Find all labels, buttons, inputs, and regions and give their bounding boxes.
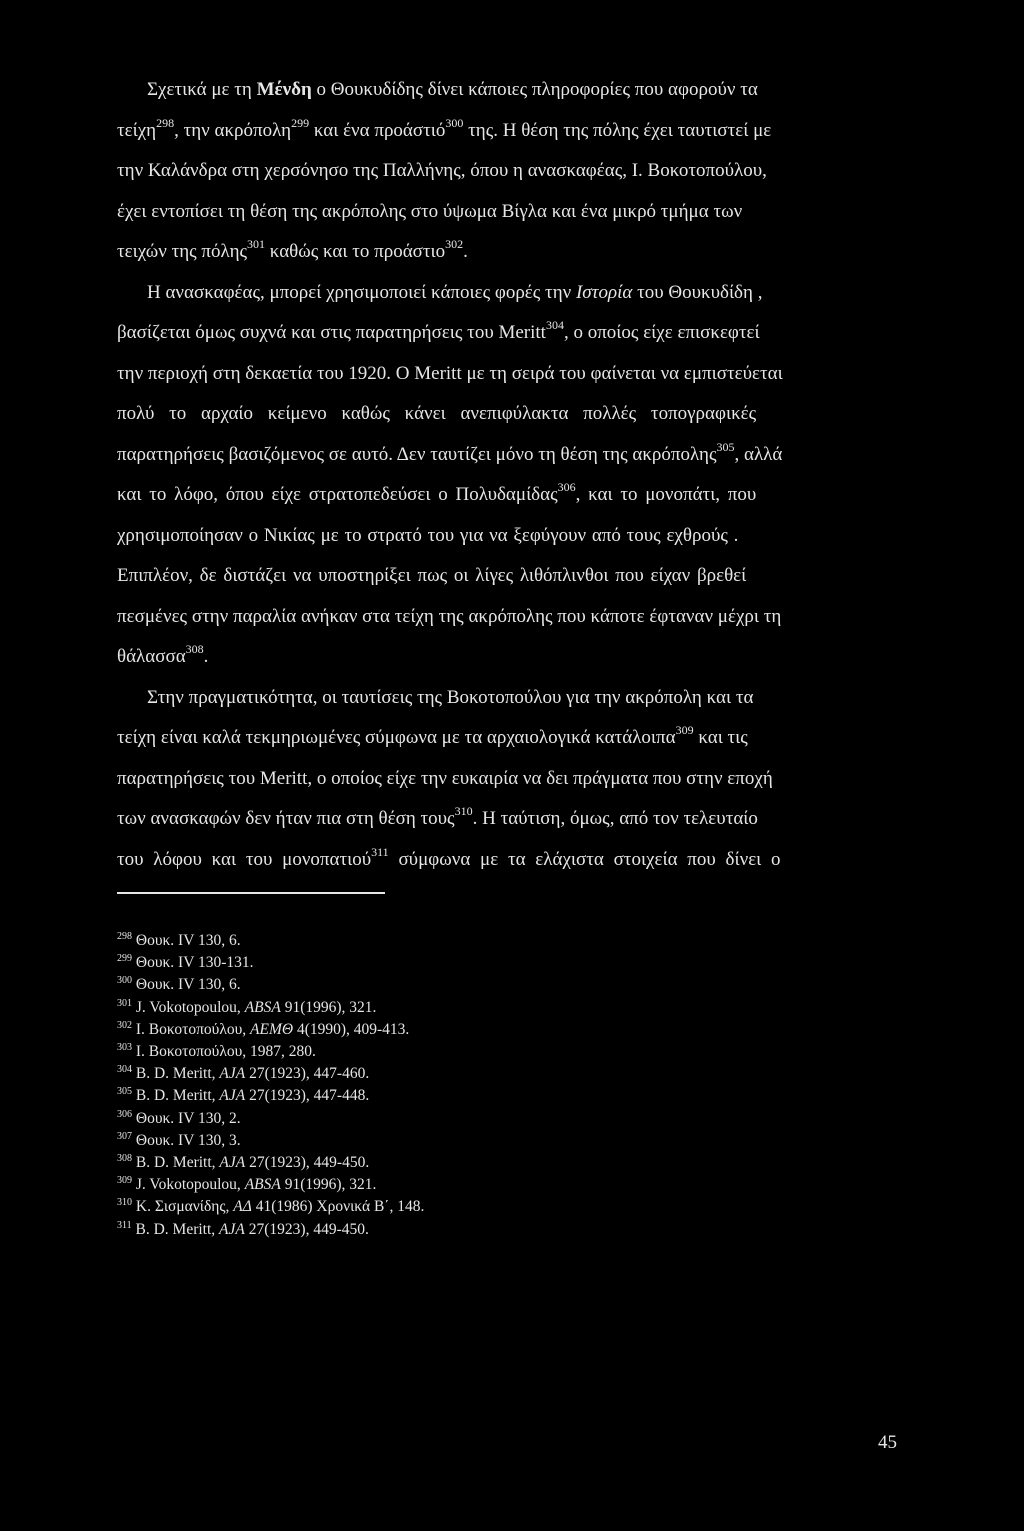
text-line: του λόφου και του μονοπατιού$^{311}$ σύμφωνα με τα ελάχιστα στοιχεία που δίνει ο <box>117 844 781 870</box>
footnote-text: Κ. Σισμανίδης, <box>135 1198 234 1216</box>
footnote-text-rest: 91(1996), 321. <box>280 1176 377 1194</box>
footnote <box>117 998 717 1018</box>
footnote-number: 304 <box>117 1064 132 1076</box>
footnote-text: Θουκ. IV 130, 6. <box>135 976 241 994</box>
page-number: 45 <box>878 1432 897 1453</box>
footnote-text: Θουκ. IV 130, 6. <box>135 932 241 949</box>
footnote-text: B. D. Meritt, <box>135 1065 220 1083</box>
text-line: Επιπλέον, δε διστάζει να υποστηρίξει πως οι λίγες λιθόπλινθοι που είχαν βρεθεί <box>117 565 747 586</box>
footnote <box>117 1086 717 1106</box>
footnote-separator <box>117 892 385 894</box>
footnote <box>117 931 717 951</box>
text-line: τείχη είναι καλά τεκμηριωμένες σύμφωνα με τα αρχαιολογικά κατάλοιπα$^{309}$ και τις <box>117 723 748 748</box>
footnote-text-rest: 27(1923), 449-450. <box>245 1154 370 1171</box>
footnote <box>117 1220 717 1240</box>
footnote-text: Θουκ. IV 130-131. <box>135 954 254 972</box>
text-line: πολύ το αρχαίο κείμενο καθώς κάνει ανεπιφύλακτα πολλές τοπογραφικές <box>117 403 757 424</box>
text-line: των ανασκαφών δεν ήταν πια στη θέση τους$^{310}$. Η ταύτιση, όμως, από τον τελευταίο <box>117 804 758 829</box>
text-line: βασίζεται όμως συχνά και στις παρατηρήσεις του Meritt$^{304}$, ο οποίος είχε επισκεφτεί <box>117 318 760 343</box>
footnote-number: 310 <box>117 1197 132 1209</box>
footnote <box>117 1020 717 1040</box>
footnote-text: B. D. Meritt, <box>135 1220 220 1238</box>
footnote-number: 311 <box>117 1219 132 1231</box>
footnote-number: 308 <box>117 1153 132 1164</box>
text-line: Στην πραγματικότητα, οι ταυτίσεις της Βοκοτοπούλου για την ακρόπολη και τα <box>147 686 754 708</box>
text-line: την Καλάνδρα στη χερσόνησο της Παλλήνης, όπου η ανασκαφέας, Ι. Βοκοτοπούλου, <box>117 160 767 181</box>
footnote-number: 302 <box>117 1019 132 1031</box>
text-line: πεσμένες στην παραλία ανήκαν στα τείχη της ακρόπολης που κάποτε έφταναν μέχρι τη <box>117 605 782 627</box>
main-text <box>117 70 905 880</box>
footnote-number: 300 <box>117 975 132 987</box>
text-line: χρησιμοποίησαν ο Νικίας με το στρατό του για να ξεφύγουν από τους εχθρούς . <box>117 524 739 546</box>
footnote-title: AJA <box>219 1220 245 1238</box>
footnote-title: ΑΕΜΘ <box>250 1020 294 1038</box>
footnote-number: 305 <box>117 1086 132 1098</box>
footnote-text-rest: 27(1923), 447-460. <box>245 1065 370 1083</box>
footnote-text: J. Vokotopoulou, <box>135 998 245 1016</box>
footnote-title: ΑΔ <box>233 1198 252 1216</box>
footnote <box>117 1175 717 1195</box>
footnote <box>117 1109 717 1129</box>
footnote <box>117 953 717 973</box>
footnote-text: Θουκ. IV 130, 3. <box>135 1131 241 1149</box>
text-line: τειχών της πόλης$^{301}$ καθώς και το προάστιο$^{302}$. <box>117 237 468 262</box>
text-line: έχει εντοπίσει τη θέση της ακρόπολης στο ύψωμα Βίγλα και ένα μικρό τμήμα των <box>117 200 743 222</box>
text-line: θάλασσα$^{308}$. <box>117 642 209 667</box>
text-line: Η ανασκαφέας, μπορεί χρησιμοποιεί κάποιες φορές την Ιστορία του Θουκυδίδη , <box>147 281 763 303</box>
footnote <box>117 1064 717 1084</box>
footnote-text: Ι. Βοκοτοπούλου, 1987, 280. <box>135 1043 316 1060</box>
footnote-number: 298 <box>117 931 132 942</box>
footnote-text-rest: 27(1923), 449-450. <box>244 1220 369 1238</box>
footnote-title: AJA <box>219 1154 246 1171</box>
footnote-text: Ι. Βοκοτοπούλου, <box>135 1020 251 1038</box>
footnote-text: J. Vokotopoulou, <box>135 1176 245 1194</box>
text-line: την περιοχή στη δεκαετία του 1920. Ο Meritt με τη σειρά του φαίνεται να εμπιστεύεται <box>117 362 783 384</box>
footnote-text: B. D. Meritt, <box>135 1154 220 1171</box>
footnote <box>117 1153 717 1173</box>
footnote-number: 303 <box>117 1042 132 1053</box>
footnote-title: AJA <box>219 1087 246 1105</box>
footnote-text-rest: 4(1990), 409-413. <box>293 1020 410 1038</box>
footnote-text-rest: 41(1986) Χρονικά Β΄, 148. <box>251 1198 425 1216</box>
footnote-title: ABSA <box>244 1176 281 1194</box>
footnote <box>117 1197 717 1217</box>
footnote-number: 309 <box>117 1175 132 1187</box>
footnote-number: 307 <box>117 1130 132 1142</box>
footnote-text-rest: 91(1996), 321. <box>280 998 377 1016</box>
footnote-number: 306 <box>117 1108 132 1120</box>
text-line: Σχετικά με τη Μένδη ο Θουκυδίδης δίνει κάποιες πληροφορίες που αφορούν τα <box>147 79 758 100</box>
text-line: παρατηρήσεις βασιζόμενος σε αυτό. Δεν ταυτίζει μόνο τη θέση της ακρόπολης$^{305}$, αλλά <box>117 439 783 465</box>
footnote-number: 299 <box>117 953 132 965</box>
footnote <box>117 1042 717 1062</box>
footnote <box>117 975 717 995</box>
footnote-title: ABSA <box>244 998 281 1016</box>
footnote-text-rest: 27(1923), 447-448. <box>245 1087 370 1105</box>
footnote-title: AJA <box>219 1065 246 1083</box>
text-line: και το λόφο, όπου είχε στρατοπεδεύσει ο Πολυδαμίδας$^{306}$, και το μονοπάτι, που <box>117 480 757 505</box>
text-line: τείχη$^{298}$, την ακρόπολη$^{299}$ και ένα προάστιό$^{300}$ της. Η θέση της πόλης έχει ταυτιστεί με <box>117 115 772 141</box>
footnote-text: Θουκ. IV 130, 2. <box>135 1109 241 1127</box>
footnote-number: 301 <box>117 997 132 1009</box>
text-line: παρατηρήσεις του Meritt, ο οποίος είχε την ευκαιρία να δει πράγματα που στην εποχή <box>117 767 773 789</box>
footnote-text: B. D. Meritt, <box>135 1087 220 1105</box>
footnote <box>117 1131 717 1151</box>
